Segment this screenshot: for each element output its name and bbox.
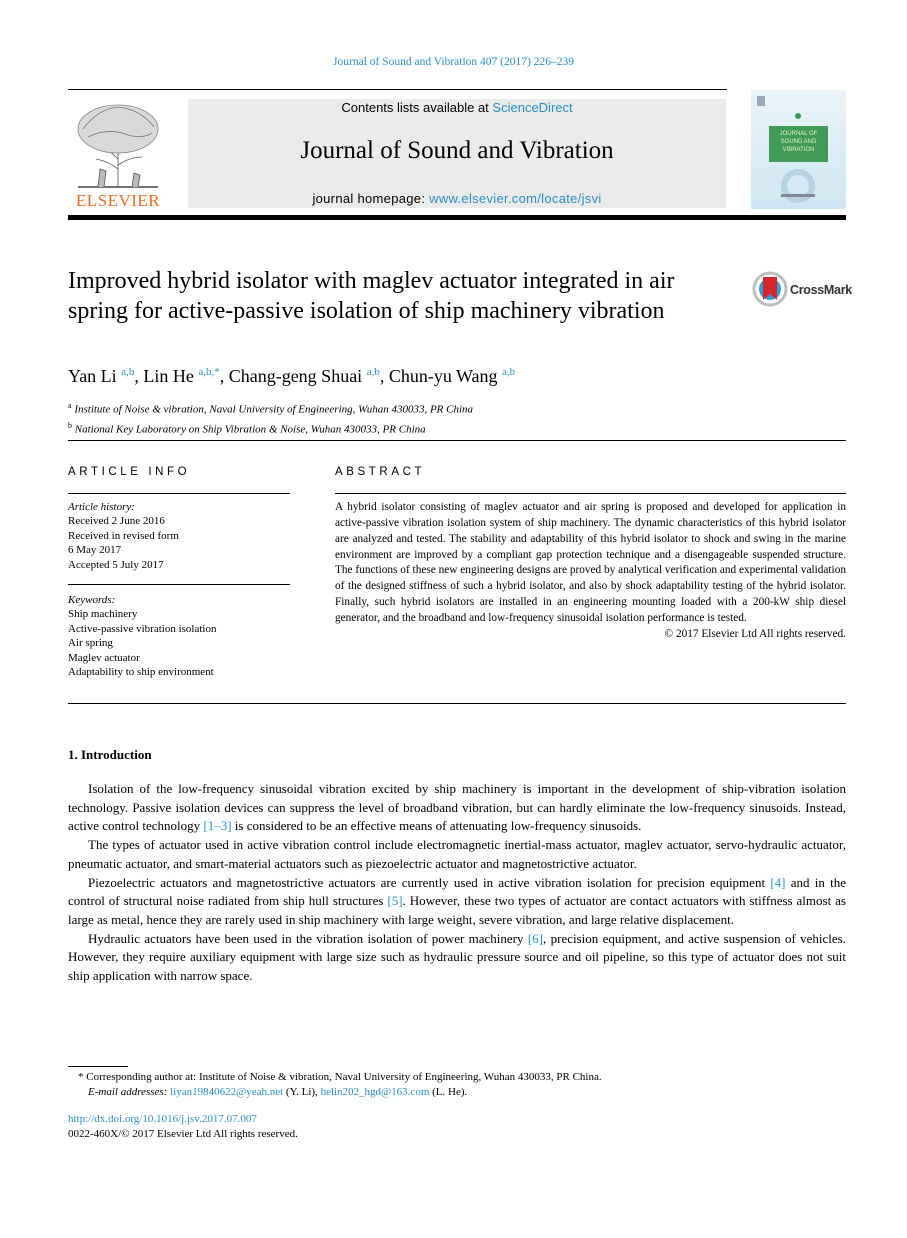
paper-title: Improved hybrid isolator with maglev actuator integrated in air spring for active-passive isolation of ship machinery vibration [68, 268, 675, 324]
keyword: Maglev actuator [68, 651, 140, 664]
section-divider [68, 703, 846, 704]
affiliation-mark: b [68, 420, 72, 430]
section-divider [68, 440, 846, 441]
paragraph-text: Isolation of the low-frequency sinusoidal vibration excited by ship machinery is important in the development of ship-vibration isolation technology. Passive isolation devices can suppress the level of broadband vibration, but can hardly eliminate the low-frequency sinusoids. Instead, active control technology [68, 781, 846, 834]
introduction-body [68, 780, 846, 986]
author-list: Yan Li $^{a,b}$, Lin He $^{a,b,*}$, Chang-geng Shuai $^{a,b}$, Chun-yu Wang $^{a,b}$ [68, 366, 516, 386]
homepage-line [188, 191, 726, 206]
keyword: Air spring [68, 637, 113, 650]
journal-cover-thumbnail [751, 90, 846, 209]
issn-copyright: 0022-460X/© 2017 Elsevier Ltd All rights reserved. [68, 1127, 298, 1140]
journal-citation: Journal of Sound and Vibration 407 (2017) 226–239 [333, 56, 574, 68]
journal-header-box [188, 99, 726, 208]
article-info-heading: ARTICLE INFO [68, 466, 191, 478]
introduction-heading: 1. Introduction [68, 747, 152, 762]
contents-prefix: Contents lists available at [341, 100, 489, 115]
email-link[interactable]: helin202_hgd@163.com [320, 1085, 430, 1098]
elsevier-wordmark: ELSEVIER [75, 191, 161, 210]
keywords-rule [68, 584, 290, 585]
email-label: E-mail addresses: [88, 1085, 168, 1098]
email-note [68, 1085, 846, 1100]
paragraph-text: and in the control of structural noise radiated from ship hull structures [68, 874, 847, 909]
author-affiliation-mark[interactable]: a,b [366, 366, 380, 378]
header-rule [68, 89, 727, 90]
reference-link[interactable]: [1–3] [203, 818, 232, 834]
crossmark-label: CrossMark [790, 283, 852, 297]
contents-line [188, 100, 726, 115]
elsevier-tree-icon [68, 99, 168, 191]
keyword: Active-passive vibration isolation [68, 622, 217, 635]
sciencedirect-link[interactable]: ScienceDirect [492, 100, 573, 115]
history-item: Received 2 June 2016 [68, 515, 165, 528]
affiliation-text: Institute of Noise & vibration, Naval University of Engineering, Wuhan 430033, PR China [74, 403, 474, 416]
history-item: 6 May 2017 [68, 544, 122, 557]
header-thick-rule [68, 215, 846, 220]
elsevier-logo [68, 99, 168, 209]
author-name[interactable]: Chun-yu Wang [388, 366, 498, 386]
paragraph-text: . However, these two types of actuator are contact actuators with stiffness almost as large as metal, hence they are rarely used in ship machinery with large weight, severe vibration, and large relative displacement. [68, 893, 846, 927]
reference-link[interactable]: [6] [527, 930, 544, 946]
paragraph [68, 780, 846, 836]
paragraph: The types of actuator used in active vibration control include electromagnetic inertial-mass actuator, maglev actuator, servo-hydraulic actuator, pneumatic actuator, and smart-material actuators such as piezoelectric actuator and magnetostrictive actuator. [68, 837, 846, 871]
cover-title-text: JOURNAL OF SOUND AND VIBRATION [779, 131, 818, 153]
journal-title: Journal of Sound and Vibration [300, 137, 614, 164]
author-name[interactable]: Chang-geng Shuai [228, 366, 363, 386]
paragraph-text: Piezoelectric actuators and magnetostrictive actuators are currently used in active vibration isolation for precision equipment [88, 874, 771, 890]
homepage-link[interactable]: www.elsevier.com/locate/jsvi [429, 191, 602, 206]
history-item: Received in revised form [68, 529, 179, 542]
affiliation [68, 418, 473, 438]
paragraph-text: is considered to be an effective means of attenuating low-frequency sinusoids. [231, 818, 642, 834]
paragraph-text: , precision equipment, and active suspension of vehicles. However, they require auxiliary equipment with large size such as hydraulic pressure source and oil pipeline, so this type of actuator does not suit ship application with narrow space. [68, 930, 846, 984]
email-owner: (Y. Li), [283, 1085, 321, 1098]
footnote-rule [68, 1066, 128, 1067]
author-name[interactable]: Lin He [143, 366, 194, 386]
abstract-rule [335, 493, 846, 494]
affiliation [68, 398, 473, 418]
keyword: Ship machinery [68, 608, 138, 621]
author-affiliation-mark[interactable]: a,b [121, 366, 135, 378]
keywords-label: Keywords: [68, 594, 116, 606]
reference-link[interactable]: [4] [770, 874, 786, 890]
keywords-list [68, 593, 290, 679]
affiliation-text: National Key Laboratory on Ship Vibration & Noise, Wuhan 430033, PR China [74, 423, 426, 436]
crossmark-icon [752, 271, 788, 307]
corresponding-author-note: * Corresponding author at: Institute of Noise & vibration, Naval University of Engineering, Wuhan 430033, PR China. [78, 1071, 602, 1083]
history-item: Accepted 5 July 2017 [68, 558, 164, 571]
reference-link[interactable]: [5] [387, 893, 403, 909]
homepage-prefix: journal homepage: [312, 191, 426, 206]
abstract-heading: ABSTRACT [335, 466, 426, 478]
affiliations [68, 398, 473, 437]
author-affiliation-mark[interactable]: a,b,* [198, 366, 220, 378]
paragraph-text: Hydraulic actuators have been used in the vibration isolation of power machinery [88, 930, 528, 946]
affiliation-mark: a [68, 401, 72, 410]
email-owner: (L. He). [429, 1085, 468, 1098]
abstract-text: A hybrid isolator consisting of maglev actuator and air spring is proposed and developed for application in active-passive vibration isolation system of ship machinery. The dynamic characteristics of this hybrid isolator are analyzed and tested. The stability and adaptability of this hybrid isolator to shock and swing in the marine environment are improved by a compliant gap protection technique and a disengageable suspended structure. The functions of these new engineering designs are proved by analytical verification and experimental validation of the designed stiffness of such a hybrid isolator, and also by shock adaptability testing of the hybrid isolator. Finally, such hybrid isolators are installed in an engineering mounting loaded with a 200-kW ship diesel generator, and the broadband and low-frequency sinusoidal isolation performance is tested. [335, 501, 846, 624]
article-history [68, 500, 290, 572]
doi-link[interactable]: http://dx.doi.org/10.1016/j.jsv.2017.07.007 [68, 1113, 257, 1125]
paragraph [68, 874, 846, 930]
author-name[interactable]: Yan Li [68, 366, 117, 386]
abstract-copyright: © 2017 Elsevier Ltd All rights reserved. [664, 627, 846, 640]
doi-block [68, 1112, 298, 1141]
email-link[interactable]: liyan19840622@yeah.net [170, 1085, 284, 1098]
keyword: Adaptability to ship environment [68, 666, 214, 679]
paragraph [68, 930, 846, 986]
history-label: Article history: [68, 501, 135, 513]
author-affiliation-mark[interactable]: a,b [502, 366, 516, 378]
article-info-rule [68, 493, 290, 494]
abstract-body [335, 500, 846, 643]
footnotes [68, 1070, 846, 1099]
crossmark-badge[interactable] [752, 271, 852, 311]
